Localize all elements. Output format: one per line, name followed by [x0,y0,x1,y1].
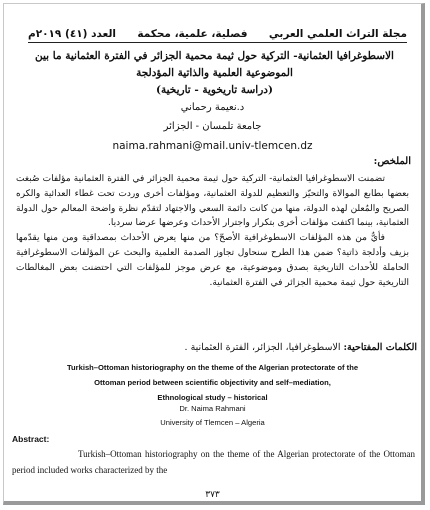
arabic-abstract [16,172,409,290]
english-abstract-text: Turkish–Ottoman historiography on the theme of the Algerian protectorate of the Ottoman period included works characterized by the [12,449,415,475]
arabic-abstract-paragraph-2: فأيٌّ من هذه المؤلفات الاسطوغرافية الأصحّ؟ من منها يعرض الأحداث بمصداقية ومن منها يقدّمها بزيف وأدلجة ذاتية؟ ضمن هذا الطرح سنحاول تجاوز الصدمة العلمية والبحث عن المؤلفات الاسطوغرافية الحاملة للأحداث التاريخية بصدق وموضوعية، مع عرض موجز للمؤلفات التي احتضنت بعض المغالطات التاريخية حول ثيمة محمية الجزائر في الفترة العثمانية. [16,233,409,288]
english-title-line-1: Turkish–Ottoman historiography on the theme of the Algerian protectorate of the [66,363,359,372]
keywords-text: الاسطوغرافيا، الجزائر، الفترة العثمانية . [184,342,341,353]
english-author: Dr. Naima Rahmani [179,404,246,413]
english-affiliation: University of Tlemcen – Algeria [160,418,265,427]
arabic-abstract-paragraph-1: تضمنت الاسطوغرافيا العثمانية- التركية حول ثيمة محمية الجزائر في الفترة العثمانية مؤلفات صُبغت بعضها بطابع الموالاة والتحيّز والتعظيم للدولة العثمانية، ومؤلفات أخرى وردت تحت غطاء العدائية والكره الصريح والمُعلن لهذه الدولة، منها من كانت دائمة السعي والاجتهاد لتقدّم نظرة واضحة المعالم حول الدولة العثمانية، بينما اكتفت مؤلفات أخرى بتكرار واجترار الأحداث وعرضها عرضا سرديا. [16,174,409,229]
arabic-title [22,48,407,99]
arabic-abstract-heading: الملخص: [373,156,411,167]
arabic-author: د.نعيمة رحماني [180,102,245,113]
english-title-line-2: Ottoman period between scientific objectivity and self–mediation, [94,378,331,387]
english-abstract [12,446,415,478]
arabic-title-line-1: الاسطوغرافيا العثمانية- التركية حول ثيمة محمية الجزائر في الفترة العثمانية ما بين [35,50,394,62]
author-email[interactable]: naima.rahmani@mail.univ-tlemcen.dz [112,140,313,152]
arabic-title-line-3: (دراسة تاريخوية - تاريخية) [156,84,273,96]
arabic-affiliation: جامعة تلمسان - الجزائر [163,121,262,132]
english-title-line-3: Ethnological study – historical [157,393,268,402]
english-abstract-heading: Abstract: [12,434,50,444]
journal-name: مجلة التراث العلمي العربي [268,28,407,40]
english-title [22,360,403,405]
journal-header [28,28,407,43]
journal-tagline: فصلية، علمية، محكمة [137,28,248,40]
keywords-label: الكلمات المفتاحية: [343,342,417,353]
arabic-keywords [16,342,417,353]
arabic-title-line-2: الموضوعية العلمية والذاتية المؤدلجة [136,67,293,79]
issue-number: العدد (٤١) ٢٠١٩م [28,28,117,40]
document-page [3,3,425,505]
page-number: ٣٧٣ [205,490,220,500]
